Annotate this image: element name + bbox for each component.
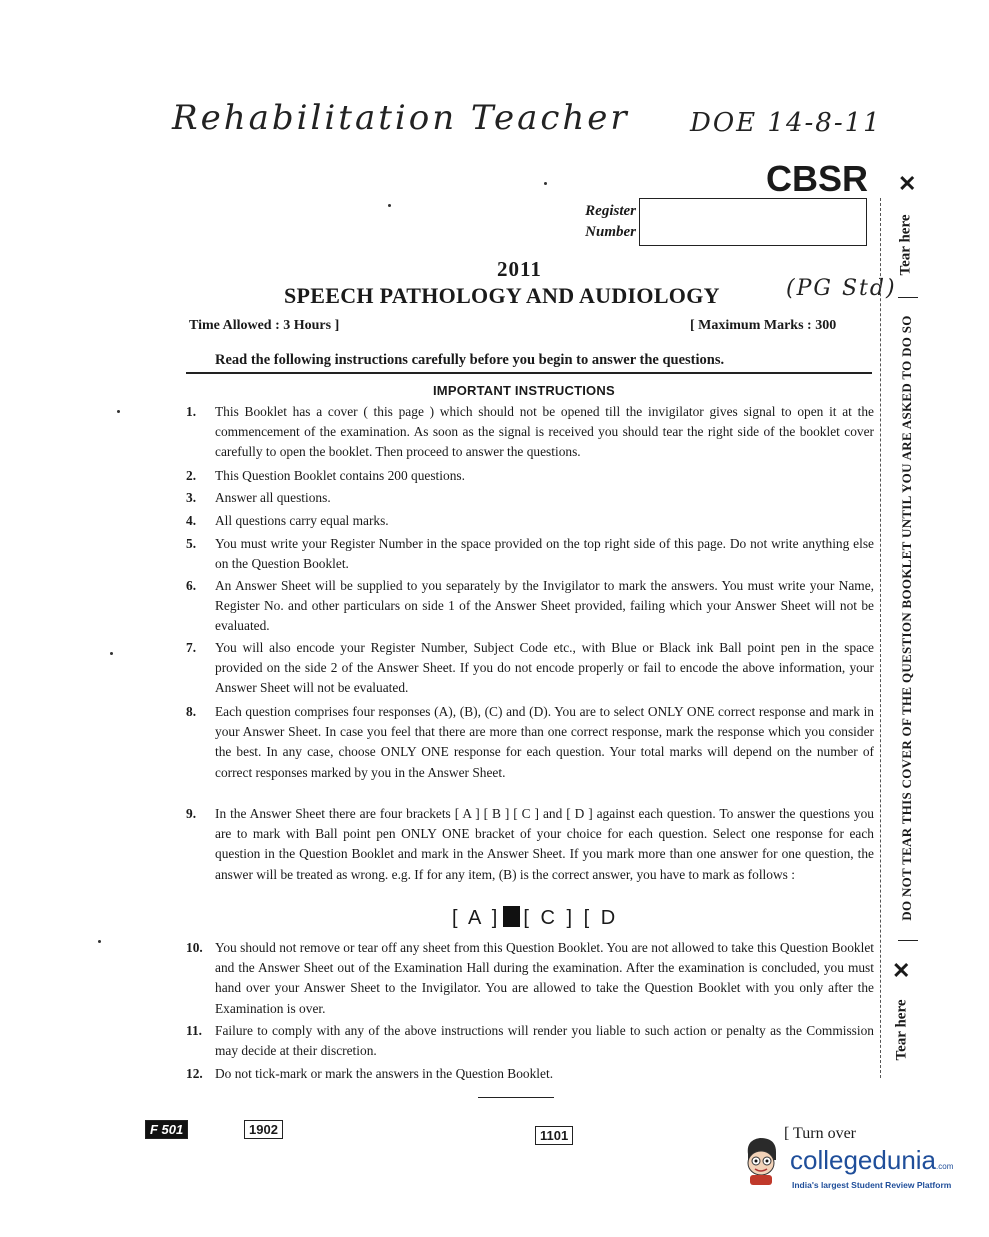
instruction-number: 8. <box>186 704 197 719</box>
booklet-code: CBSR <box>766 158 869 199</box>
collegedunia-mascot-icon <box>738 1134 784 1186</box>
instruction-number: 10. <box>186 940 203 955</box>
instruction-item <box>186 938 874 1019</box>
scan-speck <box>544 182 547 185</box>
bracket-a: [ A ] <box>452 907 501 929</box>
register-label-line2: Number <box>585 224 636 240</box>
instruction-number: 9. <box>186 806 197 821</box>
header-rule <box>186 372 872 374</box>
scan-speck <box>110 652 113 655</box>
instruction-number: 1. <box>186 404 197 419</box>
bracket-c: [ C ] <box>523 907 576 929</box>
instruction-item <box>186 534 874 574</box>
instruction-text: This Question Booklet contains 200 questions. <box>215 468 465 483</box>
scan-speck <box>388 204 391 207</box>
instruction-text: Do not tick-mark or mark the answers in the Question Booklet. <box>215 1066 554 1081</box>
scan-speck <box>117 410 120 413</box>
instruction-number: 4. <box>186 513 197 528</box>
booklet-code-1101: 1101 <box>535 1126 573 1145</box>
instructions-lead: Read the following instructions carefully before you begin to answer the questions. <box>215 352 725 368</box>
booklet-code-1902: 1902 <box>244 1120 283 1139</box>
exam-title: SPEECH PATHOLOGY AND AUDIOLOGY <box>284 283 720 308</box>
scissors-x-icon-bottom: ✕ <box>892 958 911 983</box>
handwritten-date-note: DOE 14-8-11 <box>690 108 882 138</box>
instruction-text: Failure to comply with any of the above instructions will render you liable to such action or penalty as the Commission may decide at their discretion. <box>215 1023 874 1059</box>
instruction-item <box>186 702 874 783</box>
tear-line <box>880 198 881 1078</box>
brand-suffix: .com <box>936 1162 954 1171</box>
instruction-item <box>186 466 874 486</box>
series-code: F 501 <box>145 1120 188 1139</box>
instruction-number: 3. <box>186 490 197 505</box>
instruction-text: In the Answer Sheet there are four brackets [ A ] [ B ] [ C ] and [ D ] against each question. To answer the questions you are to mark with Ball point pen ONLY ONE bracket of your choice for each question. Select one response for each question in the Question Booklet and mark in the Answer Sheet. If you mark more than one answer for one question, the answer will be treated as wrong. e.g. If for any item, (B) is the correct answer, you have to mark as follows : <box>215 806 874 882</box>
instruction-item <box>186 488 874 508</box>
instruction-text: Each question comprises four responses (A), (B), (C) and (D). You are to select ONLY ONE correct response and mark in your Answer Sheet. In case you feel that there are more than one correct response, mark the response which you consider the best. In any case, choose ONLY ONE response for each question. Your total marks will depend on the number of correct responses marked by you in the Answer Sheet. <box>215 704 874 780</box>
instruction-item <box>186 402 874 463</box>
example-answer-marking <box>452 906 618 930</box>
instruction-text: Answer all questions. <box>215 490 331 505</box>
instruction-item <box>186 511 874 531</box>
instruction-number: 6. <box>186 578 197 593</box>
collegedunia-logo <box>790 1145 953 1176</box>
bracket-d: [ D <box>583 907 619 929</box>
register-number-label <box>560 201 636 243</box>
instruction-number: 5. <box>186 536 197 551</box>
tear-warning-text: DO NOT TEAR THIS COVER OF THE QUESTION BOOKLET UNTIL YOU ARE ASKED TO DO SO <box>899 315 914 921</box>
tear-here-bottom: Tear here <box>893 999 910 1061</box>
instruction-text: This Booklet has a cover ( this page ) which should not be opened till the invigilator gives signal to open it at the commencement of the examination. As soon as the signal is received you should tear the right side of the booklet cover carefully to open the booklet. Then proceed to answer the questions. <box>215 404 874 460</box>
maximum-marks: [ Maximum Marks : 300 <box>690 318 837 333</box>
instruction-item <box>186 1021 874 1061</box>
instruction-item <box>186 638 874 699</box>
brand-name: collegedunia <box>790 1145 937 1175</box>
scissors-x-icon-top: ✕ <box>898 171 917 196</box>
instruction-number: 12. <box>186 1066 203 1081</box>
turn-over: [ Turn over <box>784 1125 857 1142</box>
end-rule <box>478 1097 554 1098</box>
tear-here-top: Tear here <box>897 214 914 276</box>
register-number-box[interactable] <box>639 198 867 246</box>
instruction-item <box>186 1064 874 1084</box>
exam-year: 2011 <box>497 257 542 281</box>
instruction-text: You will also encode your Register Number, Subject Code etc., with Blue or Black ink Ball point pen in the space provided on the side 2 of the Answer Sheet. If you do not encode properly or fail to encode the above information, your Answer Sheet will not be evaluated. <box>215 640 874 696</box>
instruction-number: 11. <box>186 1023 202 1038</box>
handwritten-title-note: (PG Std) <box>786 276 897 301</box>
instruction-item <box>186 804 874 885</box>
instruction-text: All questions carry equal marks. <box>215 513 389 528</box>
filled-bracket-b <box>503 906 520 927</box>
instruction-text: You must write your Register Number in the space provided on the top right side of this page. Do not write anything else on the Question Booklet. <box>215 536 874 572</box>
instruction-number: 7. <box>186 640 197 655</box>
instruction-item <box>186 576 874 637</box>
instruction-text: You should not remove or tear off any sheet from this Question Booklet. You are not allowed to take this Question Booklet and the Answer Sheet out of the Examination Hall during the examination. After the examination is concluded, you must hand over your Answer Sheet to the Invigilator. You are allowed to take the Question Booklet with you only after the Examination is over. <box>215 940 874 1016</box>
collegedunia-tagline: India's largest Student Review Platform <box>792 1180 952 1190</box>
time-allowed: Time Allowed : 3 Hours ] <box>189 318 340 333</box>
handwritten-subject-note: Rehabilitation Teacher <box>172 98 630 138</box>
instructions-heading: IMPORTANT INSTRUCTIONS <box>433 383 615 398</box>
instruction-number: 2. <box>186 468 197 483</box>
scan-speck <box>98 940 101 943</box>
register-label-line1: Register <box>585 203 636 219</box>
instruction-text: An Answer Sheet will be supplied to you separately by the Invigilator to mark the answers. You must write your Name, Register No. and other particulars on side 1 of the Answer Sheet provided, failing which your Answer Sheet will not be evaluated. <box>215 578 874 634</box>
